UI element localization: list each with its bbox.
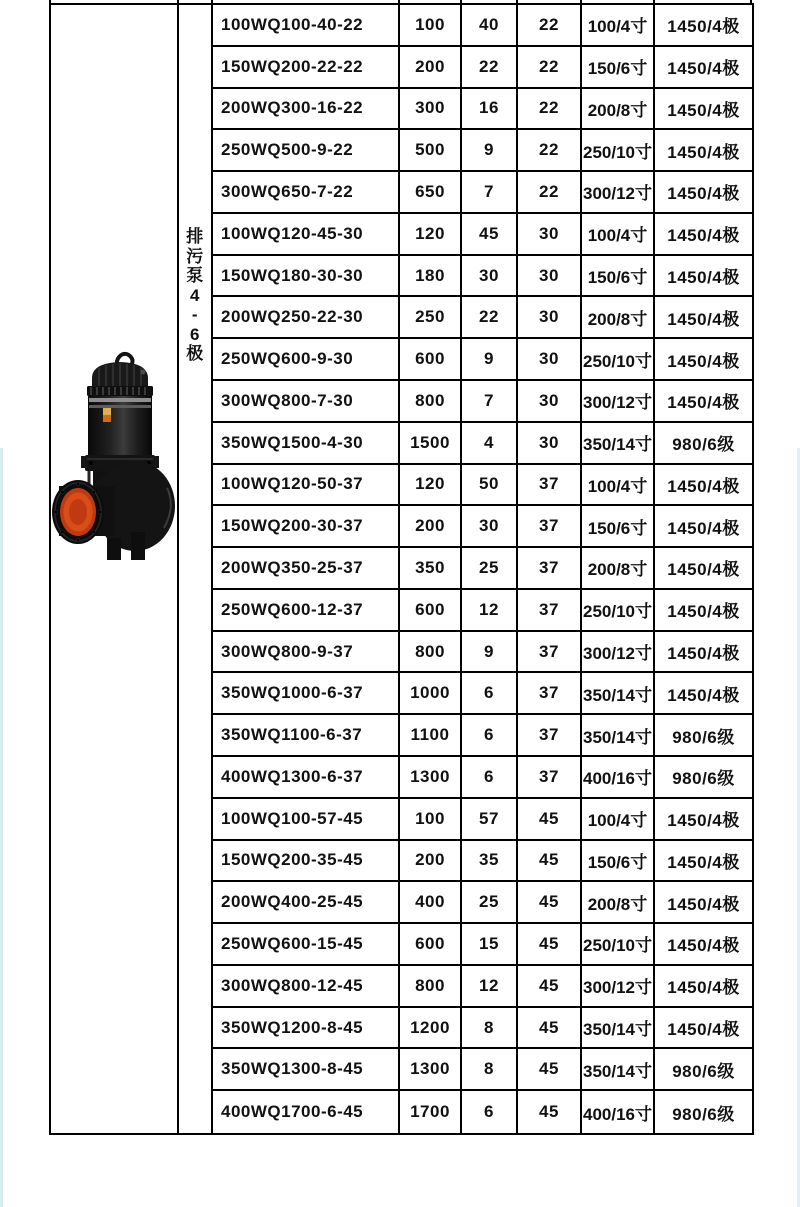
spec-cell-speed: 1450/4极 xyxy=(655,506,752,548)
spec-cell-model: 350WQ1000-6-37 xyxy=(213,673,400,715)
spec-cell-model: 300WQ800-9-37 xyxy=(213,632,400,674)
spec-cell-speed: 1450/4极 xyxy=(655,339,752,381)
spec-cell-flow: 600 xyxy=(400,924,462,966)
spec-cell-flow: 600 xyxy=(400,339,462,381)
spec-cell-power: 22 xyxy=(518,89,582,131)
spec-cell-power: 30 xyxy=(518,423,582,465)
spec-cell-head: 9 xyxy=(462,632,518,674)
spec-cell-speed: 1450/4极 xyxy=(655,381,752,423)
spec-cell-flow: 200 xyxy=(400,506,462,548)
spec-cell-speed: 980/6级 xyxy=(655,423,752,465)
spec-cell-head: 8 xyxy=(462,1008,518,1050)
spec-cell-head: 7 xyxy=(462,172,518,214)
spec-cell-flow: 1300 xyxy=(400,1049,462,1091)
spec-cell-outlet: 300/12寸 xyxy=(582,966,655,1008)
spec-cell-speed: 1450/4极 xyxy=(655,799,752,841)
spec-cell-flow: 1000 xyxy=(400,673,462,715)
spec-cell-head: 12 xyxy=(462,590,518,632)
spec-cell-head: 9 xyxy=(462,339,518,381)
spec-cell-power: 37 xyxy=(518,590,582,632)
spec-cell-speed: 1450/4极 xyxy=(655,5,752,47)
spec-cell-outlet: 250/10寸 xyxy=(582,590,655,632)
spec-cell-head: 22 xyxy=(462,47,518,89)
spec-cell-model: 400WQ1700-6-45 xyxy=(213,1091,400,1133)
spec-cell-flow: 180 xyxy=(400,256,462,298)
spec-cell-outlet: 100/4寸 xyxy=(582,465,655,507)
spec-cell-speed: 1450/4极 xyxy=(655,966,752,1008)
spec-cell-speed: 1450/4极 xyxy=(655,548,752,590)
spec-cell-outlet: 150/6寸 xyxy=(582,841,655,883)
spec-cell-power: 37 xyxy=(518,632,582,674)
spec-cell-flow: 1300 xyxy=(400,757,462,799)
spec-cell-model: 200WQ300-16-22 xyxy=(213,89,400,131)
spec-cell-outlet: 350/14寸 xyxy=(582,715,655,757)
spec-cell-power: 37 xyxy=(518,465,582,507)
spec-cell-flow: 1700 xyxy=(400,1091,462,1133)
spec-cell-speed: 980/6级 xyxy=(655,757,752,799)
spec-cell-model: 200WQ400-25-45 xyxy=(213,882,400,924)
spec-cell-head: 15 xyxy=(462,924,518,966)
spec-cell-speed: 1450/4极 xyxy=(655,214,752,256)
spec-cell-model: 150WQ200-30-37 xyxy=(213,506,400,548)
spec-cell-power: 45 xyxy=(518,966,582,1008)
spec-cell-power: 22 xyxy=(518,172,582,214)
spec-cell-model: 200WQ250-22-30 xyxy=(213,297,400,339)
spec-cell-head: 57 xyxy=(462,799,518,841)
spec-cell-speed: 1450/4极 xyxy=(655,632,752,674)
spec-cell-flow: 800 xyxy=(400,966,462,1008)
spec-cell-speed: 1450/4极 xyxy=(655,256,752,298)
spec-cell-outlet: 350/14寸 xyxy=(582,673,655,715)
spec-cell-outlet: 250/10寸 xyxy=(582,339,655,381)
spec-cell-power: 22 xyxy=(518,47,582,89)
spec-cell-flow: 200 xyxy=(400,841,462,883)
spec-cell-model: 100WQ120-50-37 xyxy=(213,465,400,507)
spec-cell-outlet: 200/8寸 xyxy=(582,882,655,924)
spec-cell-flow: 600 xyxy=(400,590,462,632)
spec-cell-head: 25 xyxy=(462,882,518,924)
spec-cell-power: 45 xyxy=(518,841,582,883)
spec-cell-model: 150WQ180-30-30 xyxy=(213,256,400,298)
spec-cell-head: 8 xyxy=(462,1049,518,1091)
spec-cell-outlet: 350/14寸 xyxy=(582,1049,655,1091)
spec-cell-outlet: 300/12寸 xyxy=(582,381,655,423)
spec-cell-head: 22 xyxy=(462,297,518,339)
spec-cell-head: 25 xyxy=(462,548,518,590)
spec-cell-speed: 1450/4极 xyxy=(655,1008,752,1050)
spec-cell-model: 400WQ1300-6-37 xyxy=(213,757,400,799)
spec-cell-outlet: 100/4寸 xyxy=(582,214,655,256)
spec-cell-outlet: 250/10寸 xyxy=(582,130,655,172)
spec-cell-model: 250WQ600-9-30 xyxy=(213,339,400,381)
spec-cell-flow: 120 xyxy=(400,465,462,507)
spec-cell-head: 4 xyxy=(462,423,518,465)
spec-cell-flow: 1500 xyxy=(400,423,462,465)
spec-cell-speed: 1450/4极 xyxy=(655,673,752,715)
spec-cell-outlet: 400/16寸 xyxy=(582,1091,655,1133)
spec-cell-model: 100WQ100-40-22 xyxy=(213,5,400,47)
spec-cell-power: 37 xyxy=(518,757,582,799)
spec-cell-outlet: 200/8寸 xyxy=(582,297,655,339)
spec-cell-flow: 100 xyxy=(400,799,462,841)
spec-cell-power: 30 xyxy=(518,339,582,381)
spec-cell-head: 45 xyxy=(462,214,518,256)
spec-cell-power: 30 xyxy=(518,214,582,256)
spec-cell-outlet: 200/8寸 xyxy=(582,89,655,131)
spec-cell-speed: 1450/4极 xyxy=(655,47,752,89)
spec-cell-head: 12 xyxy=(462,966,518,1008)
spec-cell-speed: 1450/4极 xyxy=(655,465,752,507)
spec-cell-power: 30 xyxy=(518,297,582,339)
spec-cell-power: 45 xyxy=(518,1049,582,1091)
spec-cell-power: 37 xyxy=(518,548,582,590)
spec-cell-power: 30 xyxy=(518,256,582,298)
spec-cell-outlet: 350/14寸 xyxy=(582,1008,655,1050)
spec-cell-speed: 980/6级 xyxy=(655,715,752,757)
spec-cell-head: 30 xyxy=(462,256,518,298)
spec-cell-flow: 500 xyxy=(400,130,462,172)
spec-cell-flow: 300 xyxy=(400,89,462,131)
spec-cell-speed: 1450/4极 xyxy=(655,297,752,339)
spec-cell-head: 6 xyxy=(462,673,518,715)
spec-cell-power: 37 xyxy=(518,506,582,548)
spec-cell-model: 150WQ200-22-22 xyxy=(213,47,400,89)
spec-cell-power: 30 xyxy=(518,381,582,423)
spec-cell-model: 100WQ120-45-30 xyxy=(213,214,400,256)
spec-cell-model: 300WQ650-7-22 xyxy=(213,172,400,214)
spec-cell-flow: 1100 xyxy=(400,715,462,757)
spec-cell-model: 300WQ800-7-30 xyxy=(213,381,400,423)
spec-cell-outlet: 150/6寸 xyxy=(582,506,655,548)
spec-cell-model: 250WQ500-9-22 xyxy=(213,130,400,172)
pump-tag xyxy=(103,408,111,415)
spec-cell-flow: 400 xyxy=(400,882,462,924)
spec-cell-power: 37 xyxy=(518,673,582,715)
spec-cell-power: 22 xyxy=(518,5,582,47)
spec-cell-head: 35 xyxy=(462,841,518,883)
spec-cell-model: 150WQ200-35-45 xyxy=(213,841,400,883)
page-edge-left xyxy=(0,448,3,1207)
spec-cell-power: 45 xyxy=(518,882,582,924)
spec-cell-speed: 980/6级 xyxy=(655,1049,752,1091)
spec-cell-speed: 1450/4极 xyxy=(655,172,752,214)
spec-cell-flow: 800 xyxy=(400,632,462,674)
spec-cell-speed: 1450/4极 xyxy=(655,924,752,966)
spec-cell-model: 350WQ1100-6-37 xyxy=(213,715,400,757)
spec-cell-power: 45 xyxy=(518,799,582,841)
spec-cell-power: 45 xyxy=(518,924,582,966)
spec-cell-speed: 1450/4极 xyxy=(655,882,752,924)
spec-cell-speed: 1450/4极 xyxy=(655,130,752,172)
category-label-cell xyxy=(179,5,213,1133)
spec-cell-power: 22 xyxy=(518,130,582,172)
spec-cell-model: 350WQ1300-8-45 xyxy=(213,1049,400,1091)
spec-cell-model: 200WQ350-25-37 xyxy=(213,548,400,590)
spec-cell-outlet: 100/4寸 xyxy=(582,799,655,841)
pump-image-cell xyxy=(51,5,179,1133)
spec-cell-head: 50 xyxy=(462,465,518,507)
spec-cell-head: 6 xyxy=(462,715,518,757)
spec-cell-power: 37 xyxy=(518,715,582,757)
spec-cell-flow: 200 xyxy=(400,47,462,89)
spec-cell-head: 7 xyxy=(462,381,518,423)
spec-cell-flow: 350 xyxy=(400,548,462,590)
spec-cell-speed: 1450/4极 xyxy=(655,89,752,131)
spec-cell-power: 45 xyxy=(518,1091,582,1133)
spec-cell-flow: 100 xyxy=(400,5,462,47)
spec-cell-model: 350WQ1500-4-30 xyxy=(213,423,400,465)
spec-cell-head: 9 xyxy=(462,130,518,172)
spec-cell-head: 6 xyxy=(462,757,518,799)
spec-cell-outlet: 150/6寸 xyxy=(582,256,655,298)
spec-cell-model: 350WQ1200-8-45 xyxy=(213,1008,400,1050)
spec-cell-head: 6 xyxy=(462,1091,518,1133)
spec-cell-outlet: 400/16寸 xyxy=(582,757,655,799)
spec-cell-outlet: 100/4寸 xyxy=(582,5,655,47)
spec-cell-flow: 800 xyxy=(400,381,462,423)
spec-cell-outlet: 300/12寸 xyxy=(582,632,655,674)
pump-product-image xyxy=(51,348,177,562)
spec-cell-model: 250WQ600-15-45 xyxy=(213,924,400,966)
spec-cell-head: 40 xyxy=(462,5,518,47)
spec-cell-flow: 1200 xyxy=(400,1008,462,1050)
spec-cell-speed: 1450/4极 xyxy=(655,841,752,883)
spec-cell-flow: 250 xyxy=(400,297,462,339)
spec-cell-outlet: 200/8寸 xyxy=(582,548,655,590)
spec-cell-outlet: 150/6寸 xyxy=(582,47,655,89)
category-label-text: 排 污 泵 4 - 6 极 xyxy=(186,227,204,363)
spec-cell-speed: 1450/4极 xyxy=(655,590,752,632)
pump-spec-table xyxy=(49,3,754,1135)
spec-cell-model: 100WQ100-57-45 xyxy=(213,799,400,841)
spec-cell-model: 300WQ800-12-45 xyxy=(213,966,400,1008)
spec-cell-outlet: 250/10寸 xyxy=(582,924,655,966)
spec-cell-head: 30 xyxy=(462,506,518,548)
spec-cell-head: 16 xyxy=(462,89,518,131)
spec-cell-flow: 120 xyxy=(400,214,462,256)
spec-cell-speed: 980/6级 xyxy=(672,1104,735,1124)
spec-cell-outlet: 350/14寸 xyxy=(582,423,655,465)
spec-cell-outlet: 300/12寸 xyxy=(582,172,655,214)
spec-cell-model: 250WQ600-12-37 xyxy=(213,590,400,632)
spec-cell-power: 45 xyxy=(518,1008,582,1050)
spec-cell-flow: 650 xyxy=(400,172,462,214)
